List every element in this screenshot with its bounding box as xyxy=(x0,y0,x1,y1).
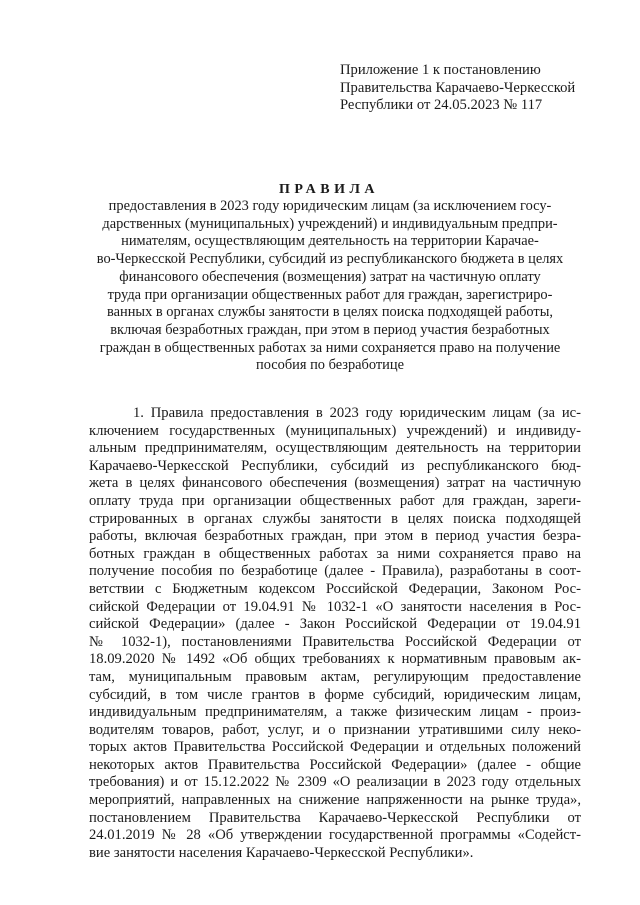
appendix-reference xyxy=(340,62,630,115)
body-line: мероприятий, направленных на снижение напряженности на рынке труда», xyxy=(89,792,581,809)
body-line: № 1032-1), постановлениями Правительства Российской Федерации от xyxy=(89,633,581,650)
subtitle-line: граждан в общественных работах за ними сохраняется право на получение xyxy=(99,339,561,356)
body-line: жета в целях финансового обеспечения (возмещения) затрат на частичную xyxy=(89,475,581,492)
body-line: некоторых актов Правительства Российской Федерации» (далее - общие xyxy=(89,756,581,773)
document-subtitle xyxy=(60,198,600,375)
subtitle-line: во-Черкесской Республики, субсидий из республиканского бюджета в целях xyxy=(96,251,564,268)
body-paragraph xyxy=(89,405,581,862)
appendix-line: Республики от 24.05.2023 № 117 xyxy=(340,97,543,113)
subtitle-line: ванных в органах службы занятости в целях поиска подходящей работы, xyxy=(107,304,553,321)
body-line: Карачаево-Черкесской Республики, субсидий из республиканского бюд- xyxy=(89,457,581,474)
subtitle-line: труда при организации общественных работ для граждан, зарегистриро- xyxy=(107,286,553,303)
subtitle-line: финансового обеспечения (возмещения) затрат на частичную оплату xyxy=(119,268,541,285)
body-line: альным предпринимателям, осуществляющим деятельность на территории xyxy=(89,440,581,457)
body-line: ключением государственных (муниципальных) учреждений) и индивиду- xyxy=(89,422,581,439)
body-line: постановлением Правительства Карачаево-Черкесской Республики от xyxy=(89,809,581,826)
body-line: ветствии с Бюджетным кодексом Российской Федерации, Законом Рос- xyxy=(89,580,581,597)
appendix-line: Приложение 1 к постановлению xyxy=(340,62,541,78)
body-line: 24.01.2019 № 28 «Об утверждении государственной программы «Содейст- xyxy=(89,827,581,844)
body-line: сийской Федерации» (далее - Закон Российской Федерации от 19.04.91 xyxy=(89,616,581,633)
body-line: оплату труда при организации общественных работ для граждан, зареги- xyxy=(89,492,581,509)
body-line: стрированных в органах службы занятости в целях поиска подходящей xyxy=(89,510,581,527)
body-line: 1. Правила предоставления в 2023 году юридическим лицам (за ис- xyxy=(133,405,581,421)
body-line: торых актов Правительства Российской Федерации и отдельных положений xyxy=(89,739,581,756)
body-line: вие занятости населения Карачаево-Черкесской Республики». xyxy=(89,844,474,861)
body-line: 18.09.2020 № 1492 «Об общих требованиях к нормативным правовым ак- xyxy=(89,651,581,668)
subtitle-line: нимателям, осуществляющим деятельность на территории Карачае- xyxy=(121,233,539,250)
subtitle-line: включая безработных граждан, при этом в период участия безработных xyxy=(110,321,550,338)
body-line: там, муниципальным правовым актам, регулирующим предоставление xyxy=(89,668,581,685)
body-line: ботных граждан в общественных работах за ними сохраняется право на xyxy=(89,545,581,562)
body-line: субсидий, в том числе грантов в форме субсидий, юридическим лицам, xyxy=(89,686,581,703)
subtitle-line: пособия по безработице xyxy=(256,357,404,374)
document-title: ПРАВИЛА xyxy=(278,182,380,197)
body-line: водителям товаров, работ, услуг, и о признании утратившими силу неко- xyxy=(89,721,581,738)
subtitle-line: дарственных (муниципальных) учреждений) и индивидуальным предпри- xyxy=(102,215,558,232)
body-line: сийской Федерации от 19.04.91 № 1032-1 «О занятости населения в Рос- xyxy=(89,598,581,615)
body-line: индивидуальным предпринимателям, а также физическим лицам - произ- xyxy=(89,704,581,721)
appendix-line: Правительства Карачаево-Черкесской xyxy=(340,79,576,96)
subtitle-line: предоставления в 2023 году юридическим лицам (за исключением госу- xyxy=(108,198,552,214)
body-line: получение пособия по безработице (далее - Правила), разработаны в соот- xyxy=(89,563,581,580)
body-line: требования) и от 15.12.2022 № 2309 «О реализации в 2023 году отдельных xyxy=(89,774,581,791)
body-line: работы, включая безработных граждан, при этом в период участия безра- xyxy=(89,528,581,545)
